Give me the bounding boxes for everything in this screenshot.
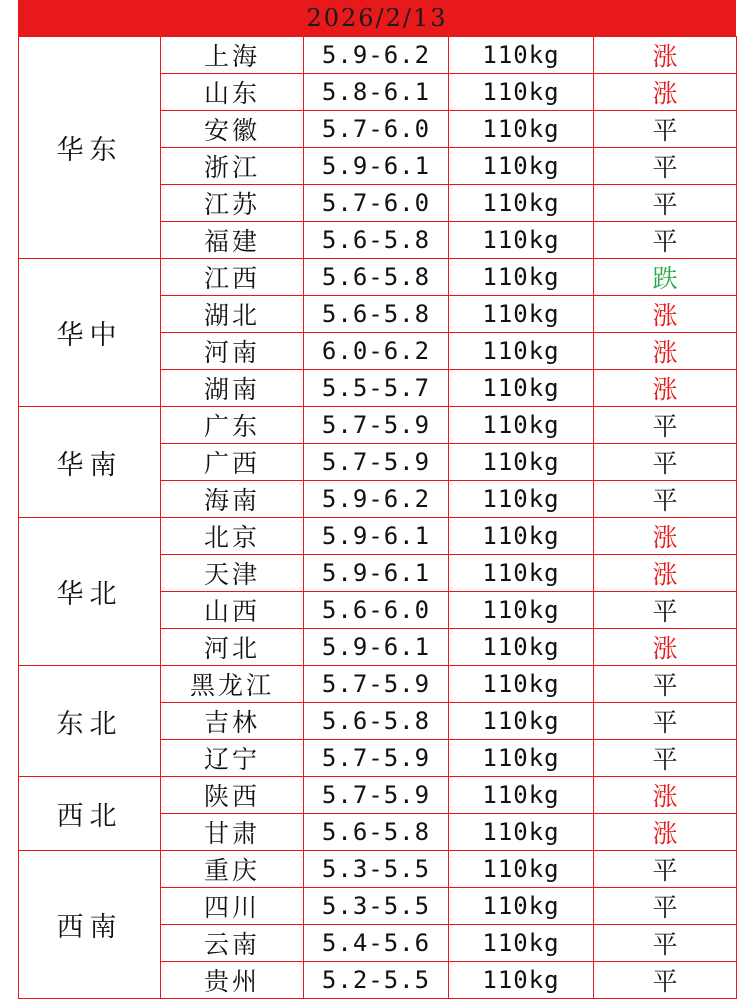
province-name: 湖北 [161, 296, 304, 333]
weight-value: 110kg [449, 74, 594, 111]
trend-indicator: 平 [594, 703, 737, 740]
province-name: 云南 [161, 925, 304, 962]
date-title: 2026/2/13 [18, 0, 736, 36]
price-range: 5.7-5.9 [304, 444, 449, 481]
price-range: 5.9-6.1 [304, 555, 449, 592]
trend-indicator: 涨 [594, 555, 737, 592]
price-table-body [19, 37, 737, 999]
province-name: 四川 [161, 888, 304, 925]
province-name: 安徽 [161, 111, 304, 148]
price-range: 5.7-6.0 [304, 111, 449, 148]
price-range: 5.6-6.0 [304, 592, 449, 629]
weight-value: 110kg [449, 148, 594, 185]
weight-value: 110kg [449, 333, 594, 370]
price-range: 5.9-6.2 [304, 37, 449, 74]
trend-indicator: 平 [594, 111, 737, 148]
weight-value: 110kg [449, 185, 594, 222]
trend-indicator: 涨 [594, 777, 737, 814]
province-name: 江苏 [161, 185, 304, 222]
price-range: 5.6-5.8 [304, 222, 449, 259]
province-name: 福建 [161, 222, 304, 259]
weight-value: 110kg [449, 851, 594, 888]
trend-indicator: 跌 [594, 259, 737, 296]
trend-indicator: 涨 [594, 814, 737, 851]
province-name: 海南 [161, 481, 304, 518]
table-row [19, 37, 737, 74]
price-range: 5.8-6.1 [304, 74, 449, 111]
price-range: 5.7-5.9 [304, 666, 449, 703]
province-name: 北京 [161, 518, 304, 555]
weight-value: 110kg [449, 481, 594, 518]
province-name: 天津 [161, 555, 304, 592]
trend-indicator: 平 [594, 851, 737, 888]
weight-value: 110kg [449, 740, 594, 777]
weight-value: 110kg [449, 592, 594, 629]
weight-value: 110kg [449, 37, 594, 74]
province-name: 陕西 [161, 777, 304, 814]
province-name: 辽宁 [161, 740, 304, 777]
region-name: 东北 [19, 666, 161, 777]
weight-value: 110kg [449, 666, 594, 703]
price-range: 5.2-5.5 [304, 962, 449, 999]
weight-value: 110kg [449, 814, 594, 851]
province-name: 江西 [161, 259, 304, 296]
weight-value: 110kg [449, 259, 594, 296]
table-row [19, 851, 737, 888]
price-range: 5.9-6.1 [304, 629, 449, 666]
province-name: 广西 [161, 444, 304, 481]
price-range: 5.7-5.9 [304, 777, 449, 814]
weight-value: 110kg [449, 777, 594, 814]
province-name: 山西 [161, 592, 304, 629]
price-range: 5.7-6.0 [304, 185, 449, 222]
table-row [19, 777, 737, 814]
trend-indicator: 涨 [594, 37, 737, 74]
region-name: 华东 [19, 37, 161, 259]
table-row [19, 518, 737, 555]
region-name: 西南 [19, 851, 161, 999]
weight-value: 110kg [449, 407, 594, 444]
table-row [19, 407, 737, 444]
province-name: 黑龙江 [161, 666, 304, 703]
region-name: 华北 [19, 518, 161, 666]
price-range: 5.7-5.9 [304, 407, 449, 444]
price-range: 5.9-6.1 [304, 148, 449, 185]
trend-indicator: 涨 [594, 74, 737, 111]
weight-value: 110kg [449, 296, 594, 333]
weight-value: 110kg [449, 703, 594, 740]
province-name: 吉林 [161, 703, 304, 740]
weight-value: 110kg [449, 518, 594, 555]
weight-value: 110kg [449, 925, 594, 962]
price-range: 5.5-5.7 [304, 370, 449, 407]
province-name: 山东 [161, 74, 304, 111]
province-name: 广东 [161, 407, 304, 444]
weight-value: 110kg [449, 629, 594, 666]
trend-indicator: 平 [594, 592, 737, 629]
trend-indicator: 平 [594, 148, 737, 185]
weight-value: 110kg [449, 888, 594, 925]
trend-indicator: 平 [594, 407, 737, 444]
trend-indicator: 平 [594, 185, 737, 222]
price-range: 5.6-5.8 [304, 259, 449, 296]
trend-indicator: 涨 [594, 370, 737, 407]
trend-indicator: 涨 [594, 296, 737, 333]
trend-indicator: 平 [594, 666, 737, 703]
price-range: 5.7-5.9 [304, 740, 449, 777]
trend-indicator: 平 [594, 925, 737, 962]
province-name: 贵州 [161, 962, 304, 999]
price-range: 5.6-5.8 [304, 703, 449, 740]
weight-value: 110kg [449, 111, 594, 148]
table-row [19, 259, 737, 296]
region-name: 西北 [19, 777, 161, 851]
trend-indicator: 平 [594, 481, 737, 518]
price-sheet [18, 0, 736, 999]
price-table [18, 36, 737, 999]
trend-indicator: 涨 [594, 629, 737, 666]
price-range: 5.6-5.8 [304, 296, 449, 333]
weight-value: 110kg [449, 370, 594, 407]
weight-value: 110kg [449, 962, 594, 999]
price-range: 5.3-5.5 [304, 888, 449, 925]
weight-value: 110kg [449, 444, 594, 481]
weight-value: 110kg [449, 555, 594, 592]
price-range: 5.4-5.6 [304, 925, 449, 962]
trend-indicator: 平 [594, 222, 737, 259]
region-name: 华南 [19, 407, 161, 518]
table-row [19, 666, 737, 703]
province-name: 湖南 [161, 370, 304, 407]
region-name: 华中 [19, 259, 161, 407]
province-name: 重庆 [161, 851, 304, 888]
province-name: 上海 [161, 37, 304, 74]
price-range: 5.3-5.5 [304, 851, 449, 888]
trend-indicator: 平 [594, 888, 737, 925]
price-range: 5.9-6.2 [304, 481, 449, 518]
trend-indicator: 平 [594, 740, 737, 777]
province-name: 河北 [161, 629, 304, 666]
price-range: 5.6-5.8 [304, 814, 449, 851]
trend-indicator: 平 [594, 962, 737, 999]
trend-indicator: 涨 [594, 518, 737, 555]
price-range: 6.0-6.2 [304, 333, 449, 370]
trend-indicator: 涨 [594, 333, 737, 370]
weight-value: 110kg [449, 222, 594, 259]
trend-indicator: 平 [594, 444, 737, 481]
province-name: 浙江 [161, 148, 304, 185]
province-name: 河南 [161, 333, 304, 370]
price-range: 5.9-6.1 [304, 518, 449, 555]
province-name: 甘肃 [161, 814, 304, 851]
